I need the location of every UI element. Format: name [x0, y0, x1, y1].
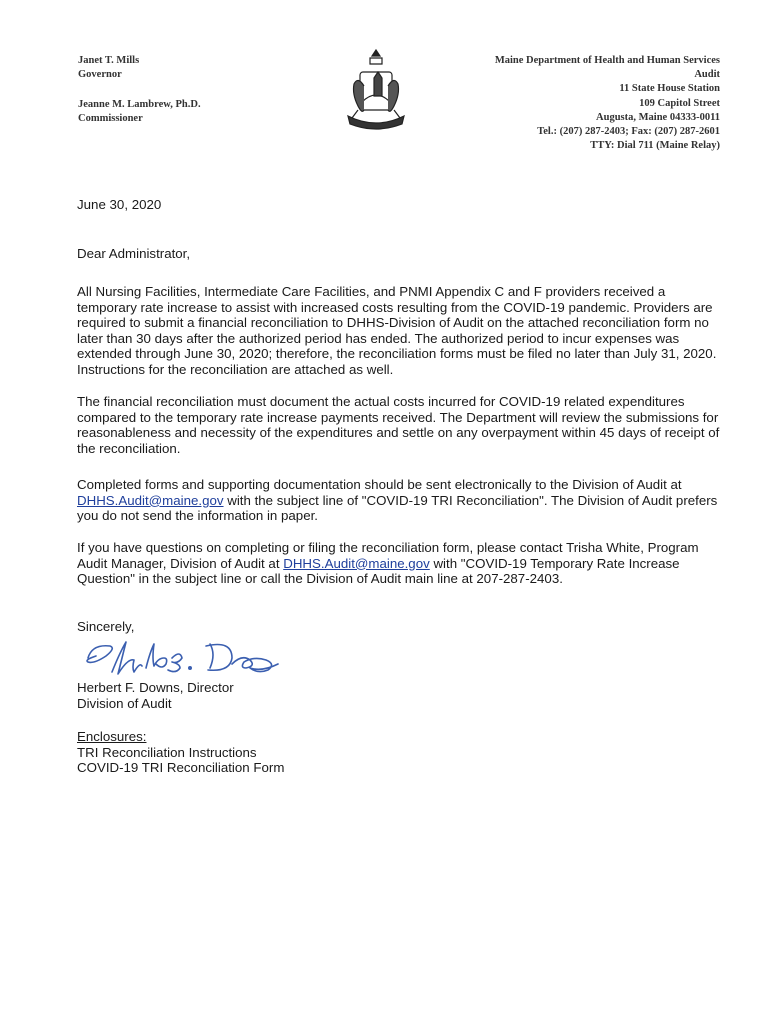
- state-seal-icon: [340, 46, 412, 134]
- letterhead-left: [78, 54, 201, 126]
- handwritten-signature: [82, 634, 292, 686]
- department-name: Maine Department of Health and Human Services: [494, 55, 720, 66]
- phone-fax: Tel.: (207) 287-2403; Fax: (207) 287-2601: [537, 126, 720, 138]
- governor-title: Governor: [78, 69, 122, 80]
- closing: Sincerely,: [77, 619, 135, 634]
- tty-line: TTY: Dial 711 (Maine Relay): [590, 140, 720, 152]
- enclosures: [77, 729, 727, 776]
- address-city: Augusta, Maine 04333-0011: [596, 111, 720, 123]
- signer-name: Herbert F. Downs, Director: [77, 680, 234, 695]
- commissioner-name: Jeanne M. Lambrew, Ph.D.: [78, 99, 201, 110]
- commissioner-title: Commissioner: [78, 113, 143, 124]
- enclosure-item: COVID-19 TRI Reconciliation Form: [77, 760, 285, 776]
- letterhead-right: [495, 54, 720, 153]
- email-link[interactable]: DHHS.Audit@maine.gov: [283, 555, 430, 571]
- address-street: 109 Capitol Street: [639, 97, 720, 109]
- address-station: 11 State House Station: [619, 83, 720, 95]
- division-name: Audit: [694, 69, 720, 81]
- paragraph-4: [77, 540, 727, 587]
- signature-block: [77, 680, 727, 711]
- paragraph-4-text-end: with "COVID-19 Temporary Rate Increase Question" in the subject line or call the Division of Audit main line at 207-287-2403.: [77, 555, 680, 587]
- paragraph-1: All Nursing Facilities, Intermediate Care Facilities, and PNMI Appendix C and F providers received a temporary rate increase to assist with increased costs resulting from the COVID-19 pandemic. Providers are required to submit a financial reconciliation to DHHS-Division of Audit on the attached reconciliation form no later than 30 days after the authorized period has ended. The authorized period to incur expenses was extended through June 30, 2020; therefore, the reconciliation forms must be filed no later than July 31, 2020. Instructions for the reconciliation are attached as well.: [77, 284, 717, 377]
- paragraph-3-text: Completed forms and supporting documentation should be sent electronically to the Division of Audit at: [77, 477, 682, 492]
- governor-name: Janet T. Mills: [78, 55, 140, 66]
- signer-division: Division of Audit: [77, 695, 172, 711]
- enclosures-label: Enclosures:: [77, 729, 147, 744]
- email-link[interactable]: DHHS.Audit@maine.gov: [77, 492, 224, 508]
- enclosure-item: TRI Reconciliation Instructions: [77, 744, 257, 760]
- paragraph-2: The financial reconciliation must document the actual costs incurred for COVID-19 related expenditures compared to the temporary rate increase payments received. The Department will review the submissions for reasonableness and necessity of the expenditures and settle on any overpayment within 45 days of receipt of the reconciliation.: [77, 394, 720, 456]
- letter-date: June 30, 2020: [77, 197, 162, 212]
- paragraph-3-text-end: with the subject line of "COVID-19 TRI Reconciliation". The Division of Audit prefers you do not send the information in paper.: [77, 492, 718, 524]
- paragraph-4-text: If you have questions on completing or filing the reconciliation form, please contact Trisha White, Program Audit Manager, Division of Audit at: [77, 540, 699, 571]
- salutation: Dear Administrator,: [77, 246, 191, 261]
- paragraph-3: [77, 477, 727, 524]
